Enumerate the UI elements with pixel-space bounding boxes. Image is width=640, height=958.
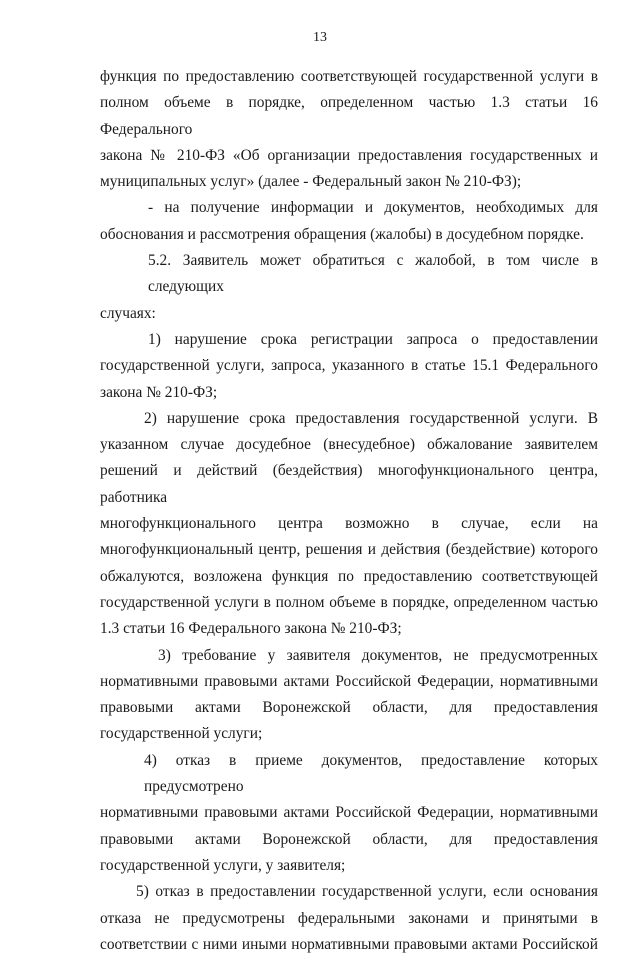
text-line: правовыми актами Воронежской области, для предоставления	[100, 830, 598, 848]
paragraph-dash-item	[100, 195, 598, 248]
list-item-2	[100, 406, 598, 643]
text-line: нормативными правовыми актами Российской Федерации, нормативными	[100, 672, 598, 690]
page-number: 13	[313, 30, 327, 45]
text-line: обоснования и рассмотрения обращения (жалобы) в досудебном порядке.	[100, 225, 584, 243]
text-line: государственной услуги, запроса, указанного в статье 15.1 Федерального	[100, 357, 598, 375]
paragraph-5-2	[100, 248, 598, 327]
text-line: полном объеме в порядке, определенном частью 1.3 статьи 16 Федерального	[100, 94, 598, 138]
text-line: 1) нарушение срока регистрации запроса о предоставлении	[148, 330, 598, 348]
text-line: 2) нарушение срока предоставления государственной услуги. В	[144, 409, 598, 427]
text-line: 1.3 статьи 16 Федерального закона № 210-ФЗ;	[100, 620, 402, 638]
text-line: 4) отказ в приеме документов, предоставление которых предусмотрено	[144, 751, 598, 796]
list-item-5	[100, 879, 598, 958]
text-line: 5) отказ в предоставлении государственной услуги, если основания	[136, 883, 598, 901]
text-line: 3) требование у заявителя документов, не предусмотренных	[158, 646, 598, 664]
text-line: функция по предоставлению соответствующей государственной услуги в	[100, 68, 598, 85]
text-line: правовыми актами Воронежской области, для предоставления	[100, 699, 598, 717]
text-line: государственной услуги в полном объеме в порядке, определенном частью	[100, 593, 598, 611]
text-line: закона № 210-ФЗ «Об организации предоставления государственных и	[100, 146, 598, 164]
text-line: закона № 210-ФЗ;	[100, 383, 218, 401]
text-line: отказа не предусмотрены федеральными законами и принятыми в	[100, 909, 598, 927]
paragraph-continuation	[100, 64, 598, 195]
document-body	[100, 64, 598, 958]
text-line: указанном случае досудебное (внесудебное) обжалование заявителем	[100, 436, 598, 454]
text-line: решений и действий (бездействия) многофункционального центра, работника	[100, 462, 598, 506]
text-line: случаях:	[100, 304, 156, 322]
list-item-1	[100, 327, 598, 406]
text-line: муниципальных услуг» (далее - Федеральный закон № 210-ФЗ);	[100, 173, 522, 191]
text-line: - на получение информации и документов, необходимых для	[148, 199, 598, 217]
text-line: 5.2. Заявитель может обратиться с жалобой, в том числе в следующих	[148, 252, 598, 296]
list-item-3	[100, 643, 598, 748]
list-item-4	[100, 748, 598, 879]
text-line: нормативными правовыми актами Российской Федерации, нормативными	[100, 804, 598, 822]
text-line: государственной услуги;	[100, 725, 263, 743]
text-line: многофункциональный центр, решения и действия (бездействие) которого	[100, 541, 598, 559]
text-line: многофункционального центра возможно в случае, если на	[100, 515, 598, 533]
text-line: обжалуются, возложена функция по предоставлению соответствующей	[100, 567, 598, 585]
text-line: государственной услуги, у заявителя;	[100, 856, 346, 874]
text-line: соответствии с ними иными нормативными правовыми актами Российской	[100, 935, 598, 953]
